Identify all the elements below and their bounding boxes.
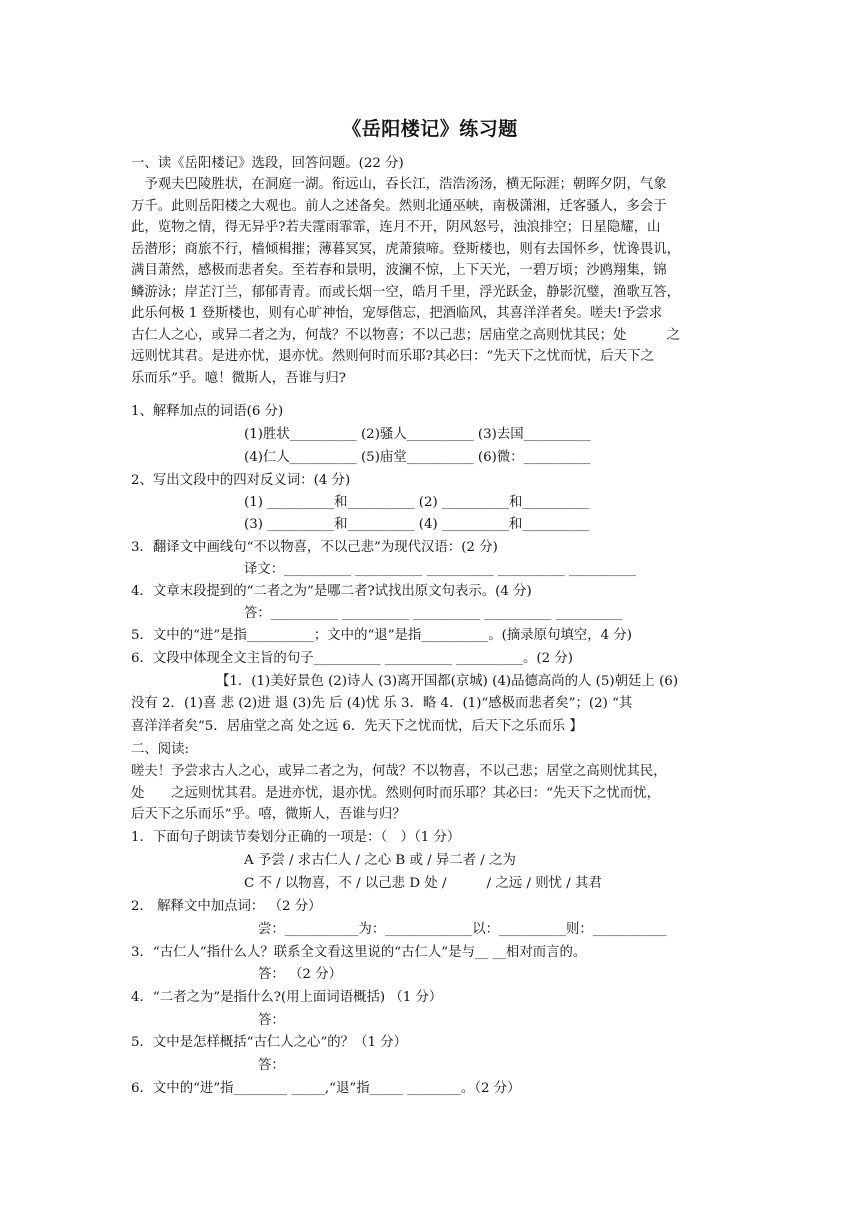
part2-question-3: 3．“古仁人”指什么人？联系全文看这里说的“古仁人”是与__ __相对而言的。	[131, 945, 587, 960]
answer-key-line: 没有 2．(1)喜 悲 (2)进 退 (3)先 后 (4)忧 乐 3．略 4．(1)“感极而悲者矣”；(2) “其	[131, 696, 633, 711]
passage-line: 此乐何极 1 登斯楼也，则有心旷神怡，宠辱偕忘，把酒临风，其喜洋洋者矣。嗟夫!予尝求	[131, 306, 663, 321]
passage-line: 万千。此则岳阳楼之大观也。前人之述备矣。然则北通巫峡，南极潇湘，迁客骚人，多会于	[131, 198, 667, 214]
question-1-blanks-row: (1)胜状__________ (2)骚人__________ (3)去国__________	[244, 427, 591, 442]
question-3: 3．翻译文中画线句“不以物喜，不以己悲”为现代汉语：(2 分)	[131, 540, 498, 555]
part1-passage	[131, 174, 731, 389]
passage-line: 鳞游泳；岸芷汀兰，郁郁青青。而或长烟一空，皓月千里，浮光跃金，静影沉璧，渔歌互答，	[131, 284, 681, 300]
part1-heading: 一、读《岳阳楼记》选段，回答问题。(22 分)	[131, 156, 404, 171]
question-2-blanks-row: (1) __________和__________ (2) __________和__________	[244, 495, 590, 510]
passage-line: 后天下之乐而乐”乎。嘻，微斯人，吾谁与归？	[131, 807, 406, 822]
part2-question-5: 5．文中是怎样概括“古仁人之心”的？（1 分）	[131, 1035, 408, 1050]
question-1-blanks-row: (4)仁人__________ (5)庙堂__________ (6)微：__________	[244, 450, 591, 465]
passage-line: 古仁人之心，或异二者之为，何哉？不以物喜；不以己悲；居庙堂之高则忧其民；处 之	[131, 327, 681, 343]
question-2: 2、写出文段中的四对反义词：(4 分)	[131, 473, 351, 488]
part2-question-2-answer: 尝：___________为：_____________以：__________则：___________	[258, 922, 667, 937]
question-4-answer: 答：__________ __________ __________ __________ __________	[244, 606, 623, 621]
question-1: 1、解释加点的词语(6 分)	[131, 404, 284, 419]
passage-line: 岳潜形；商旅不行，樯倾楫摧；薄暮冥冥，虎萧猿啼。登斯楼也，则有去国怀乡，忧谗畏讥，	[131, 241, 681, 257]
page-title: 《岳阳楼记》练习题	[342, 118, 518, 140]
passage-line: 此，览物之情，得无异乎?若夫霪雨霏霏，连月不开，阴风怒号，浊浪排空；日星隐耀，山	[131, 220, 661, 235]
part2-question-4: 4．“二者之为”是指什么?(用上面词语概括) （1 分）	[131, 990, 443, 1005]
question-4: 4．文章末段提到的“二者之为”是哪二者?试找出原文句表示。(4 分)	[131, 584, 532, 599]
answer-key-line: 喜洋洋者矣”5．居庙堂之高 处之远 6．先天下之忧而忧，后天下之乐而乐 】	[131, 719, 583, 734]
part2-question-6: 6．文中的“进”指________ _____,“退”指_____ ________。（2 分）	[131, 1081, 521, 1096]
question-3-answer: 译文：__________ __________ __________ __________ __________	[244, 562, 636, 577]
part2-heading: 二、阅读:	[131, 742, 190, 757]
part2-question-4-answer: 答：	[258, 1013, 285, 1028]
part2-question-1-options: C 不 / 以物喜，不 / 以己悲 D 处 / / 之远 / 则忧 / 其君	[244, 876, 602, 891]
passage-line: 处 之远则忧其君。是进亦忧，退亦忧。然则何时而乐耶？其必曰：“先天下之忧而忧，	[131, 785, 661, 801]
part2-question-2: 2． 解释文中加点词： （2 分）	[131, 899, 322, 914]
question-6: 6．文段中体现全文主旨的句子__________ __________ __________。(2 分)	[131, 651, 573, 666]
passage-line: 满目萧然，感极而悲者矣。至若春和景明，波澜不惊，上下天光，一碧万顷；沙鸥翔集，锦	[131, 263, 667, 278]
passage-line: 远则忧其君。是进亦忧，退亦忧。然则何时而乐耶?其必曰：“先天下之忧而忧，后天下之	[131, 349, 654, 364]
part2-question-1: 1．下面句子朗读节奏划分正确的一项是：（ ）（1 分）	[131, 830, 461, 845]
part2-question-1-options: A 予尝 / 求古仁人 / 之心 B 或 / 异二者 / 之为	[244, 853, 516, 868]
answer-key-line: 【1．(1)美好景色 (2)诗人 (3)离开国都(京城) (4)品德高尚的人 (5)朝廷上 (6)	[216, 674, 679, 689]
part2-passage	[131, 761, 731, 826]
question-5: 5．文中的“进”是指__________；文中的“退”是指__________。(摘录原句填空，4 分)	[131, 628, 633, 643]
question-2-blanks-row: (3) __________和__________ (4) __________和__________	[244, 517, 590, 532]
passage-line: 乐而乐”乎。噫！微斯人，吾谁与归?	[131, 370, 346, 386]
passage-line: 嗟夫！予尝求古人之心，或异二者之为，何哉？不以物喜，不以己悲；居堂之高则忧其民，	[131, 764, 667, 779]
part2-question-5-answer: 答：	[258, 1058, 285, 1073]
part2-question-3-answer: 答： （2 分）	[258, 967, 342, 982]
passage-line: 予观夫巴陵胜状，在洞庭一湖。衔远山，吞长江，浩浩汤汤，横无际涯；朝晖夕阴，气象	[131, 177, 667, 192]
